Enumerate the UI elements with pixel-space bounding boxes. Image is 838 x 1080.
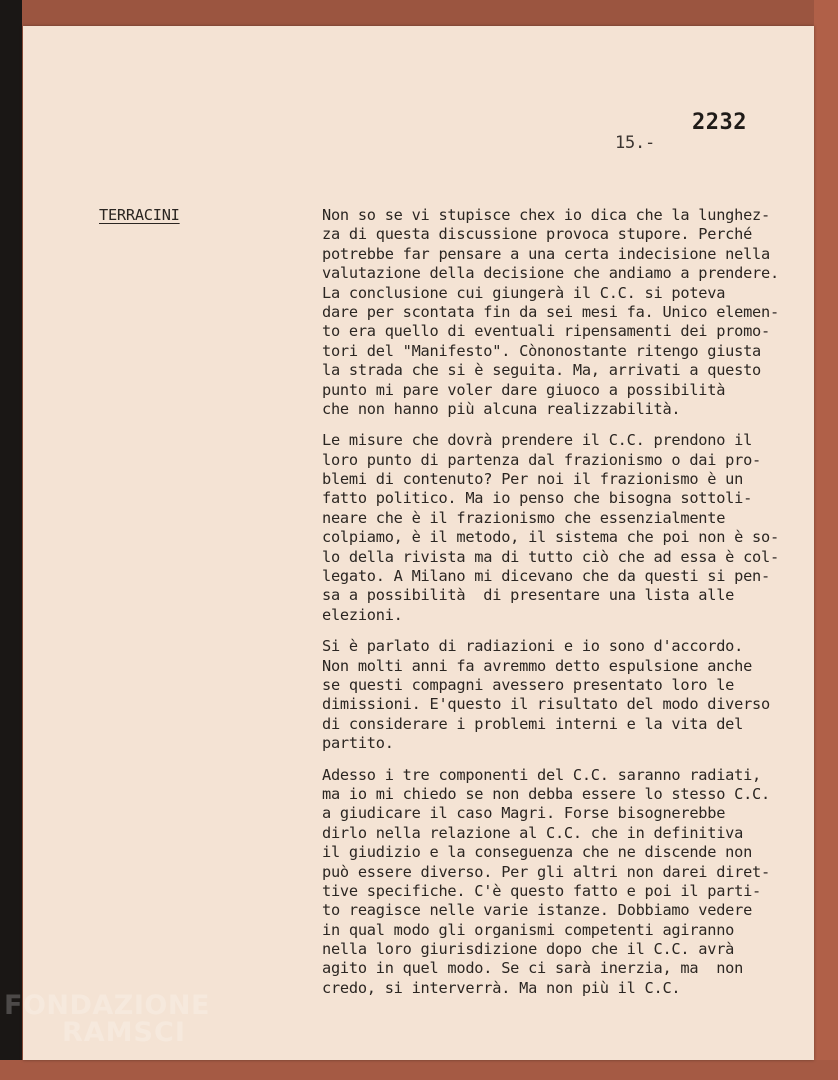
text-line: to reagisce nelle varie istanze. Dobbiamo vedere	[322, 901, 753, 920]
text-line: legato. A Milano mi dicevano che da questi si pen-	[322, 567, 770, 586]
text-line: in qual modo gli organismi competenti agiranno	[322, 920, 735, 939]
text-line: agito in quel modo. Se ci sarà inerzia, ma non	[322, 959, 744, 978]
paragraph	[322, 637, 822, 753]
text-line: potrebbe far pensare a una certa indecisione nella	[322, 244, 770, 263]
text-line: elezioni.	[322, 605, 403, 624]
text-line: lo della rivista ma di tutto ciò che ad essa è col-	[322, 547, 779, 566]
text-line: Si è parlato di radiazioni e io sono d'accordo.	[322, 637, 744, 656]
text-line: partito.	[322, 734, 394, 753]
text-line: La conclusione cui giungerà il C.C. si poteva	[322, 283, 726, 302]
text-line: blemi di contenuto? Per noi il frazionismo è un	[322, 470, 744, 489]
fondazione-gramsci-watermark	[4, 990, 210, 1048]
watermark-line-1: FONDAZIONE	[4, 990, 210, 1021]
text-line: punto mi pare voler dare giuoco a possibilità	[322, 380, 726, 399]
speaker-name: TERRACINI	[99, 206, 180, 224]
text-line: Le misure che dovrà prendere il C.C. prendono il	[322, 431, 753, 450]
text-line: dare per scontata fin da sei mesi fa. Unico elemen-	[322, 302, 779, 321]
text-line: che non hanno più alcuna realizzabilità.	[322, 399, 681, 418]
text-line: il giudizio e la conseguenza che ne discende non	[322, 843, 753, 862]
paragraph	[322, 431, 822, 625]
paragraph	[322, 206, 822, 419]
text-line: può essere diverso. Per gli altri non darei diret-	[322, 862, 770, 881]
text-line: tori del "Manifesto". Cònonostante ritengo giusta	[322, 341, 762, 360]
text-line: Non molti anni fa avremmo detto espulsione anche	[322, 656, 753, 675]
watermark-line-2: RAMSCI	[62, 1017, 186, 1048]
text-line: tive specifiche. C'è questo fatto e poi il parti-	[322, 881, 762, 900]
text-line: colpiamo, è il metodo, il sistema che poi non è so-	[322, 528, 779, 547]
text-line: credo, si interverrà. Ma non più il C.C.	[322, 978, 681, 997]
page-number: 2232	[692, 110, 747, 135]
text-line: loro punto di partenza dal frazionismo o dai pro-	[322, 450, 762, 469]
text-line: Adesso i tre componenti del C.C. saranno radiati,	[322, 765, 762, 784]
text-line: valutazione della decisione che andiamo a prendere.	[322, 264, 779, 283]
text-line: to era quello di eventuali ripensamenti dei promo-	[322, 322, 770, 341]
scan-left-edge	[0, 0, 22, 1080]
section-number: 15.-	[615, 133, 655, 153]
paragraph	[322, 766, 822, 999]
scan-bottom-background	[0, 1060, 838, 1080]
text-line: dirlo nella relazione al C.C. che in definitiva	[322, 823, 744, 842]
text-line: neare che è il frazionismo che essenzialmente	[322, 508, 726, 527]
text-line: fatto politico. Ma io penso che bisogna sottoli-	[322, 489, 753, 508]
text-line: ma io mi chiedo se non debba essere lo stesso C.C.	[322, 784, 770, 803]
text-line: dimissioni. E'questo il risultato del modo diverso	[322, 695, 770, 714]
text-line: za di questa discussione provoca stupore. Perché	[322, 225, 753, 244]
text-line: la strada che si è seguita. Ma, arrivati a questo	[322, 361, 762, 380]
text-line: sa a possibilità di presentare una lista alle	[322, 586, 735, 605]
text-line: di considerare i problemi interni e la vita del	[322, 714, 744, 733]
text-line: se questi compagni avessero presentato loro le	[322, 675, 735, 694]
speech-text	[322, 206, 822, 1010]
text-line: Non so se vi stupisce chex io dica che la lunghez-	[322, 206, 770, 224]
text-line: nella loro giurisdizione dopo che il C.C. avrà	[322, 940, 735, 959]
text-line: a giudicare il caso Magri. Forse bisognerebbe	[322, 804, 726, 823]
